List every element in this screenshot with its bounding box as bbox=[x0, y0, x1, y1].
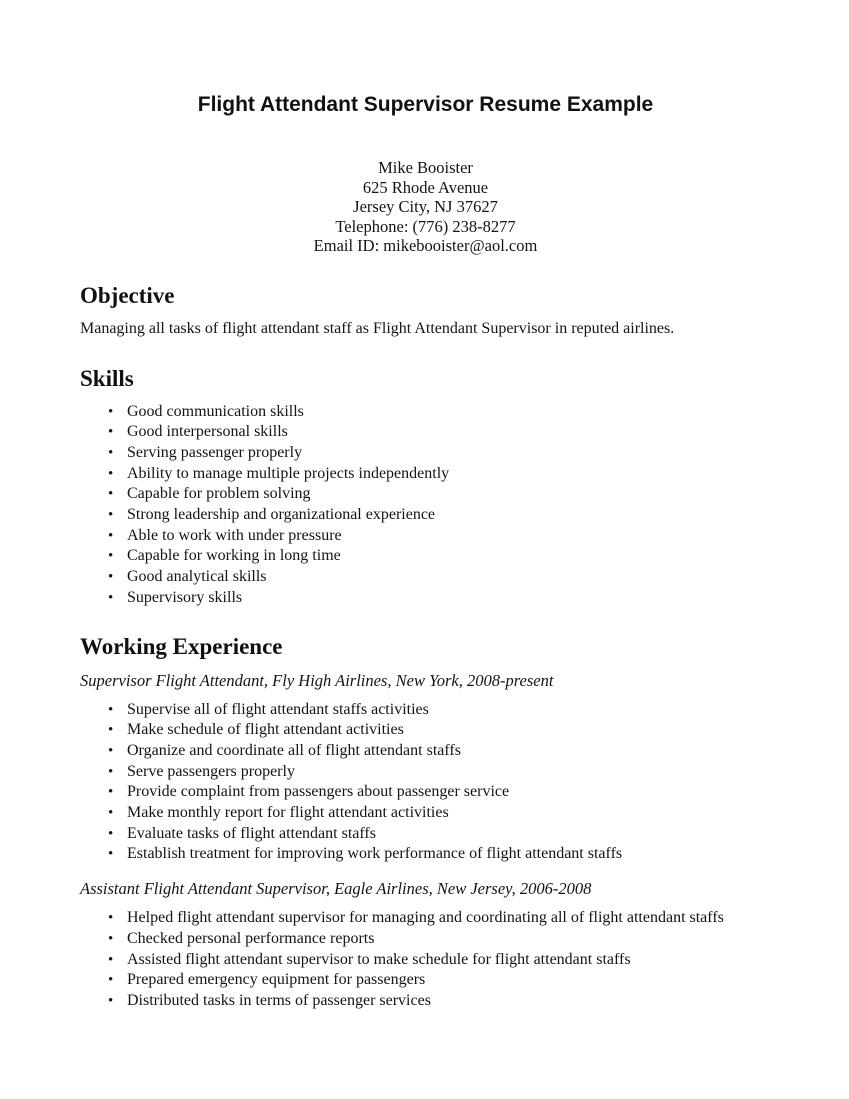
objective-section bbox=[80, 282, 771, 339]
contact-line: 625 Rhode Avenue bbox=[362, 177, 489, 197]
skill-item: • Able to work with under pressure bbox=[127, 526, 771, 547]
job-entry-2 bbox=[80, 878, 771, 1012]
experience-heading: Working Experience bbox=[80, 633, 283, 659]
objective-text: Managing all tasks of flight attendant staff as Flight Attendant Supervisor in reputed airlines. bbox=[80, 319, 675, 337]
objective-heading: Objective bbox=[80, 282, 175, 308]
skill-item: • Good analytical skills bbox=[127, 567, 771, 588]
job-duty: • Make schedule of flight attendant activities bbox=[127, 720, 771, 741]
skill-item: • Good interpersonal skills bbox=[127, 422, 771, 443]
job-duty: • Distributed tasks in terms of passenger services bbox=[127, 991, 771, 1012]
job-duty: • Organize and coordinate all of flight attendant staffs bbox=[127, 741, 771, 762]
skill-item: • Serving passenger properly bbox=[127, 443, 771, 464]
job-duty: • Checked personal performance reports bbox=[127, 929, 771, 950]
job-duty: • Assisted flight attendant supervisor to make schedule for flight attendant staffs bbox=[127, 950, 771, 971]
job-title: Supervisor Flight Attendant, Fly High Airlines, New York, 2008-present bbox=[80, 670, 554, 690]
skills-section bbox=[80, 365, 771, 609]
job-duty: • Provide complaint from passengers about passenger service bbox=[127, 782, 771, 803]
job-duty: • Prepared emergency equipment for passengers bbox=[127, 970, 771, 991]
page-title: Flight Attendant Supervisor Resume Example bbox=[197, 93, 654, 116]
skill-item: • Capable for working in long time bbox=[127, 546, 771, 567]
job-duty: • Serve passengers properly bbox=[127, 762, 771, 783]
skills-heading: Skills bbox=[80, 365, 134, 391]
job-duties-list bbox=[80, 908, 771, 1012]
contact-line: Telephone: (776) 238-8277 bbox=[335, 216, 516, 236]
contact-block bbox=[80, 158, 771, 256]
job-duty: • Helped flight attendant supervisor for managing and coordinating all of flight attendant staffs bbox=[127, 908, 771, 929]
job-duty: • Establish treatment for improving work performance of flight attendant staffs bbox=[127, 844, 771, 865]
job-entry-1 bbox=[80, 670, 771, 866]
skills-list bbox=[80, 402, 771, 609]
experience-section bbox=[80, 633, 771, 1012]
contact-line: Jersey City, NJ 37627 bbox=[353, 197, 498, 216]
skill-item: • Good communication skills bbox=[127, 402, 771, 423]
job-duty: • Evaluate tasks of flight attendant staffs bbox=[127, 824, 771, 845]
contact-line: Email ID: mikebooister@aol.com bbox=[313, 236, 538, 255]
contact-name: Mike Booister bbox=[378, 158, 473, 177]
contact-lines bbox=[80, 178, 771, 256]
skill-item: • Ability to manage multiple projects independently bbox=[127, 464, 771, 485]
job-title: Assistant Flight Attendant Supervisor, Eagle Airlines, New Jersey, 2006-2008 bbox=[80, 879, 592, 899]
skill-item: • Strong leadership and organizational experience bbox=[127, 505, 771, 526]
job-duty: • Make monthly report for flight attendant activities bbox=[127, 803, 771, 824]
job-duty: • Supervise all of flight attendant staffs activities bbox=[127, 700, 771, 721]
skill-item: • Capable for problem solving bbox=[127, 484, 771, 505]
job-duties-list bbox=[80, 700, 771, 866]
skill-item: • Supervisory skills bbox=[127, 588, 771, 609]
